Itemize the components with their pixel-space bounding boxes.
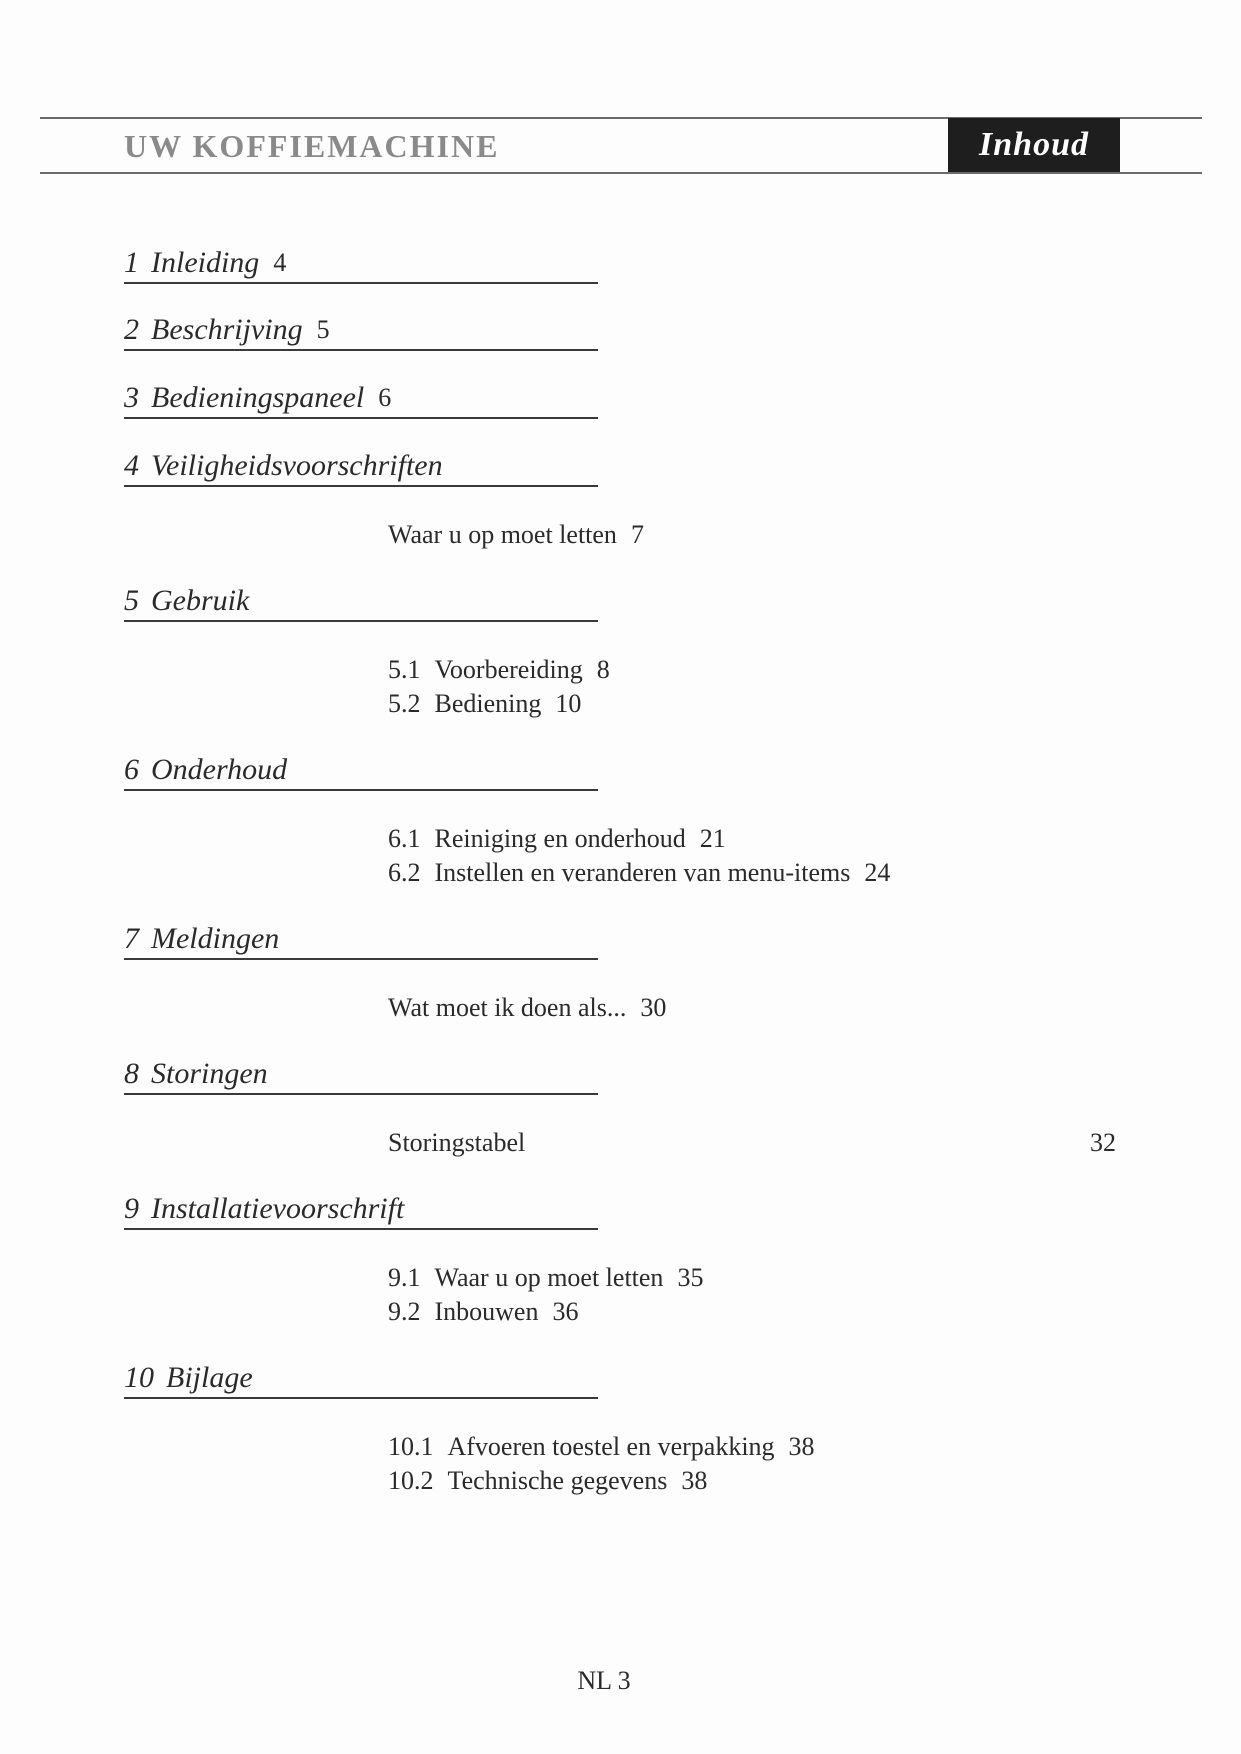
page-number: NL 3 <box>577 1666 631 1695</box>
entry-number: 9.2 <box>388 1297 421 1326</box>
chapter-title: Installatievoorschrift <box>151 1192 405 1225</box>
toc-entry-storingstabel[interactable] <box>388 1126 525 1160</box>
document-title: UW KOFFIEMACHINE <box>124 128 500 164</box>
entry-page: 38 <box>788 1432 815 1461</box>
entry-number: 10.1 <box>388 1432 434 1461</box>
entry-number: 10.2 <box>388 1466 434 1495</box>
entry-label: Waar u op moet letten <box>388 520 617 549</box>
toc-chapter-10[interactable] <box>124 1361 598 1399</box>
toc-chapter-1[interactable] <box>124 246 598 284</box>
chapter-number: 7 <box>124 922 139 955</box>
entry-page: 7 <box>630 520 644 549</box>
chapter-number: 8 <box>124 1057 139 1090</box>
chapter-title: Bedieningspaneel <box>151 381 365 414</box>
chapter-number: 9 <box>124 1192 139 1225</box>
chapter-title: Onderhoud <box>151 753 288 786</box>
entry-number: 6.1 <box>388 824 421 853</box>
entry-page-right: 32 <box>1090 1128 1116 1157</box>
toc-chapter-6[interactable] <box>124 753 598 791</box>
entry-page: 35 <box>677 1263 704 1292</box>
chapter-number: 4 <box>124 449 139 482</box>
toc-chapter-5[interactable] <box>124 584 598 622</box>
toc-chapter-8[interactable] <box>124 1057 598 1095</box>
entry-label: Instellen en veranderen van menu-items <box>434 858 851 887</box>
entry-label: Voorbereiding <box>434 655 583 684</box>
chapter-page: 6 <box>378 383 392 412</box>
toc-entry-6-2[interactable] <box>388 856 890 890</box>
chapter-number: 2 <box>124 313 139 346</box>
entry-page: 24 <box>864 858 891 887</box>
chapter-title: Meldingen <box>151 922 280 955</box>
entry-label: Waar u op moet letten <box>434 1263 664 1292</box>
chapter-title: Beschrijving <box>151 313 303 346</box>
entry-label: Storingstabel <box>388 1128 526 1157</box>
chapter-title: Bijlage <box>166 1361 253 1394</box>
chapter-number: 6 <box>124 753 139 786</box>
entry-page: 21 <box>699 824 726 853</box>
toc-entry-10-1[interactable] <box>388 1430 815 1464</box>
toc-chapter-2[interactable] <box>124 313 598 351</box>
entry-label: Afvoeren toestel en verpakking <box>447 1432 775 1461</box>
entry-label: Bediening <box>434 689 542 718</box>
toc-chapter-7[interactable] <box>124 922 598 960</box>
entry-label: Technische gegevens <box>447 1466 668 1495</box>
toc-chapter-4[interactable] <box>124 449 598 487</box>
entry-page: 30 <box>640 993 667 1022</box>
chapter-number: 10 <box>124 1361 154 1394</box>
toc-chapter-3[interactable] <box>124 381 598 419</box>
chapter-title: Inleiding <box>151 246 260 279</box>
entry-page: 36 <box>552 1297 579 1326</box>
toc-entry-veiligheid[interactable] <box>388 518 644 552</box>
chapter-title: Gebruik <box>151 584 250 617</box>
section-tab-inhoud: Inhoud <box>948 118 1120 172</box>
entry-page: 38 <box>681 1466 708 1495</box>
entry-label: Inbouwen <box>434 1297 539 1326</box>
toc-entry-6-1[interactable] <box>388 822 726 856</box>
chapter-title: Storingen <box>151 1057 268 1090</box>
toc-entry-5-2[interactable] <box>388 687 581 721</box>
toc-entry-9-1[interactable] <box>388 1261 703 1295</box>
entry-page: 10 <box>555 689 582 718</box>
header-rule-bottom <box>40 172 1202 174</box>
entry-label: Wat moet ik doen als... <box>388 993 627 1022</box>
entry-label: Reiniging en onderhoud <box>434 824 686 853</box>
toc-entry-meldingen[interactable] <box>388 991 666 1025</box>
toc-chapter-9[interactable] <box>124 1192 598 1230</box>
chapter-title: Veiligheidsvoorschriften <box>151 449 443 482</box>
entry-number: 9.1 <box>388 1263 421 1292</box>
toc-entry-9-2[interactable] <box>388 1295 578 1329</box>
chapter-page: 5 <box>316 315 330 344</box>
entry-page: 8 <box>596 655 610 684</box>
entry-number: 5.2 <box>388 689 421 718</box>
toc-entry-5-1[interactable] <box>388 653 610 687</box>
chapter-number: 3 <box>124 381 139 414</box>
chapter-number: 1 <box>124 246 139 279</box>
entry-number: 6.2 <box>388 858 421 887</box>
chapter-number: 5 <box>124 584 139 617</box>
toc-entry-10-2[interactable] <box>388 1464 707 1498</box>
entry-number: 5.1 <box>388 655 421 684</box>
chapter-page: 4 <box>273 248 287 277</box>
